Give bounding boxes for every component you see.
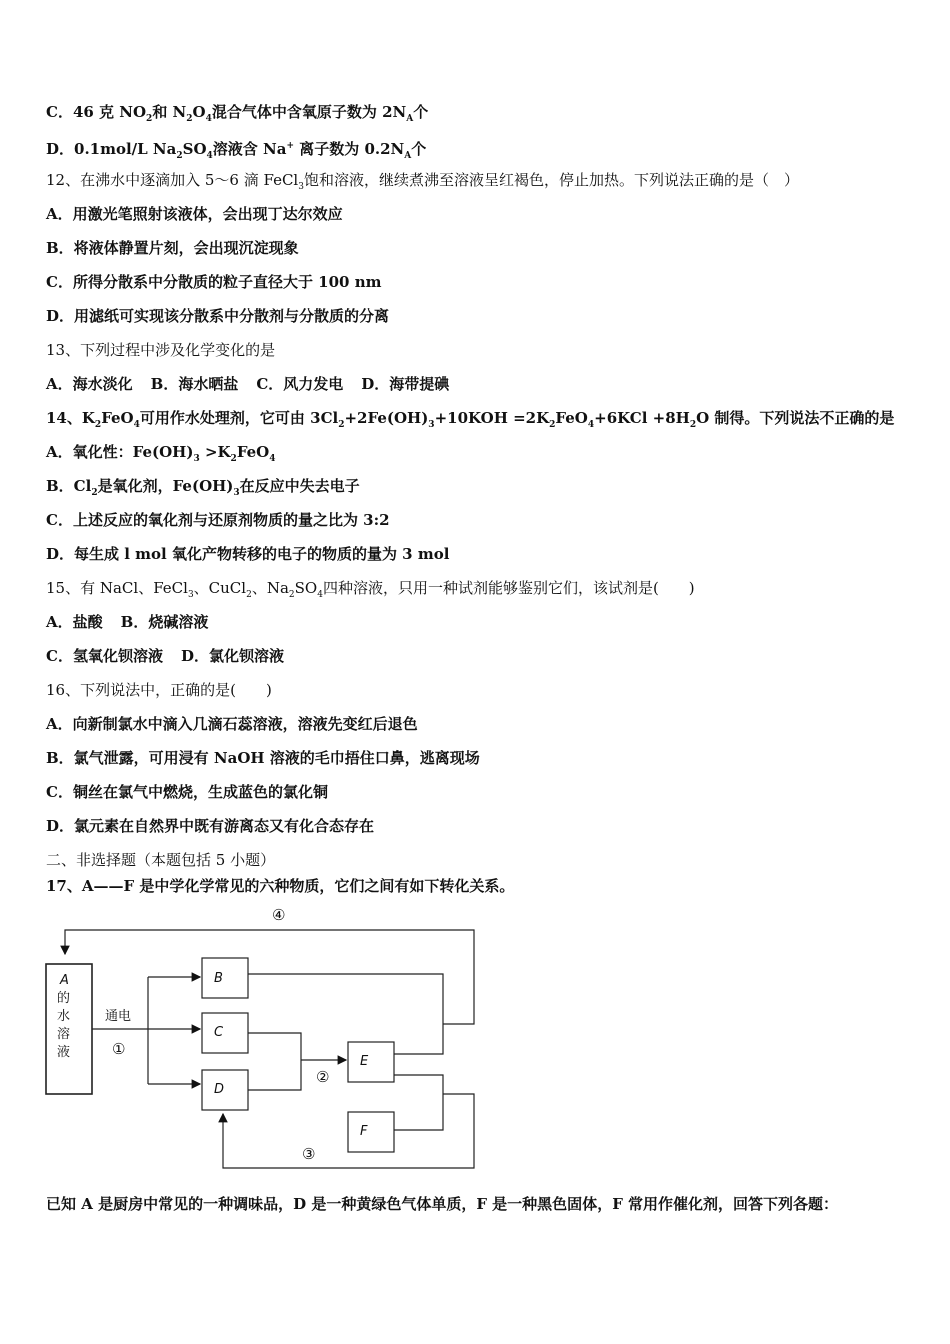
label-step-3: ③ <box>302 1145 316 1163</box>
q13-stem: 13、下列过程中涉及化学变化的是 <box>46 341 276 359</box>
q17-known-info: 已知 A 是厨房中常见的一种调味品，D 是一种黄绿色气体单质，F 是一种黑色固体，F 常用作催化剂，回答下列各题： <box>46 1195 839 1213</box>
label-step-4: ④ <box>272 906 286 924</box>
q11-option-c: C．46 克 $NO_2$和 $N_2O_4$混合气体中含氧原子数为 $2N_A$个 <box>46 103 429 124</box>
label-d: D <box>214 1082 225 1097</box>
q15-options-cd: C．氢氧化钡溶液 D．氯化钡溶液 <box>46 647 284 665</box>
box-f <box>348 1112 394 1152</box>
label-step-2: ② <box>316 1068 330 1086</box>
q14-option-c: C．上述反应的氧化剂与还原剂物质的量之比为 3:2 <box>46 511 390 529</box>
q12-option-d: D．用滤纸可实现该分散系中分散剂与分散质的分离 <box>46 307 390 325</box>
box-d <box>202 1070 248 1110</box>
label-a-line-4: 溶 <box>57 1027 71 1042</box>
q12-stem: 12、在沸水中逐滴加入 5～6 滴 FeCl$_3$饱和溶液，继续煮沸至溶液呈红褐色，停止加热。下列说法正确的是（ ） <box>46 171 799 192</box>
label-a-line-2: 的 <box>57 991 71 1006</box>
q17-conversion-diagram <box>40 902 490 1182</box>
q14-option-d: D．每生成 l mol 氧化产物转移的电子的物质的量为 3 mol <box>46 545 450 563</box>
q16-option-b: B．氯气泄露，可用浸有 NaOH 溶液的毛巾捂住口鼻，逃离现场 <box>46 749 480 767</box>
q12-option-a: A．用激光笔照射该液体，会出现丁达尔效应 <box>46 205 343 223</box>
q15-stem: 15、有 NaCl、FeCl$_3$、CuCl$_2$、$Na_2SO_4$四种溶液，只用一种试剂能够鉴别它们，该试剂是( ) <box>46 579 695 600</box>
box-b <box>202 958 248 998</box>
q12-option-b: B．将液体静置片刻，会出现沉淀现象 <box>46 239 299 257</box>
q15-options-ab: A．盐酸 B．烧碱溶液 <box>46 613 209 631</box>
label-step-1: ① <box>112 1040 126 1058</box>
q14-stem: 14、$K_2FeO_4$可用作水处理剂，它可由 $3Cl_2+2Fe(OH)_3+10KOH =2K_2FeO_4+6KCl +8H_2O$ 制得。下列说法不正确的是 <box>46 409 895 430</box>
box-c <box>202 1013 248 1053</box>
q17-stem: 17、A——F 是中学化学常见的六种物质，它们之间有如下转化关系。 <box>46 877 515 895</box>
label-b: B <box>214 971 223 986</box>
label-e: E <box>360 1054 369 1069</box>
label-a-line-5: 液 <box>57 1045 71 1060</box>
q16-option-a: A．向新制氯水中滴入几滴石蕊溶液，溶液先变红后退色 <box>46 715 418 733</box>
label-a-line-3: 水 <box>57 1009 71 1024</box>
q16-option-d: D．氯元素在自然界中既有游离态又有化合态存在 <box>46 817 375 835</box>
label-c: C <box>214 1025 224 1040</box>
q14-option-a: A．氧化性：$Fe(OH)_3 >K_2FeO_4$ <box>46 443 276 464</box>
label-f: F <box>360 1124 368 1139</box>
q16-option-c: C．铜丝在氯气中燃烧，生成蓝色的氯化铜 <box>46 783 328 801</box>
q14-option-b: B．$Cl_2$是氧化剂，$Fe(OH)_3$在反应中失去电子 <box>46 477 360 498</box>
box-e <box>348 1042 394 1082</box>
q11-option-d: D．0.1mol/L $Na_2SO_4$溶液含 Na+ 离子数为 $0.2N_A$个 <box>46 140 427 161</box>
q13-options: A．海水淡化 B．海水晒盐 C．风力发电 D．海带提碘 <box>46 375 450 393</box>
q16-stem: 16、下列说法中，正确的是( ) <box>46 681 272 699</box>
q12-option-c: C．所得分散系中分散质的粒子直径大于 100 nm <box>46 273 382 291</box>
section-heading: 二、非选择题（本题包括 5 小题） <box>46 851 276 869</box>
label-a-line-1: A <box>60 973 69 988</box>
label-electrolysis: 通电 <box>105 1009 132 1024</box>
